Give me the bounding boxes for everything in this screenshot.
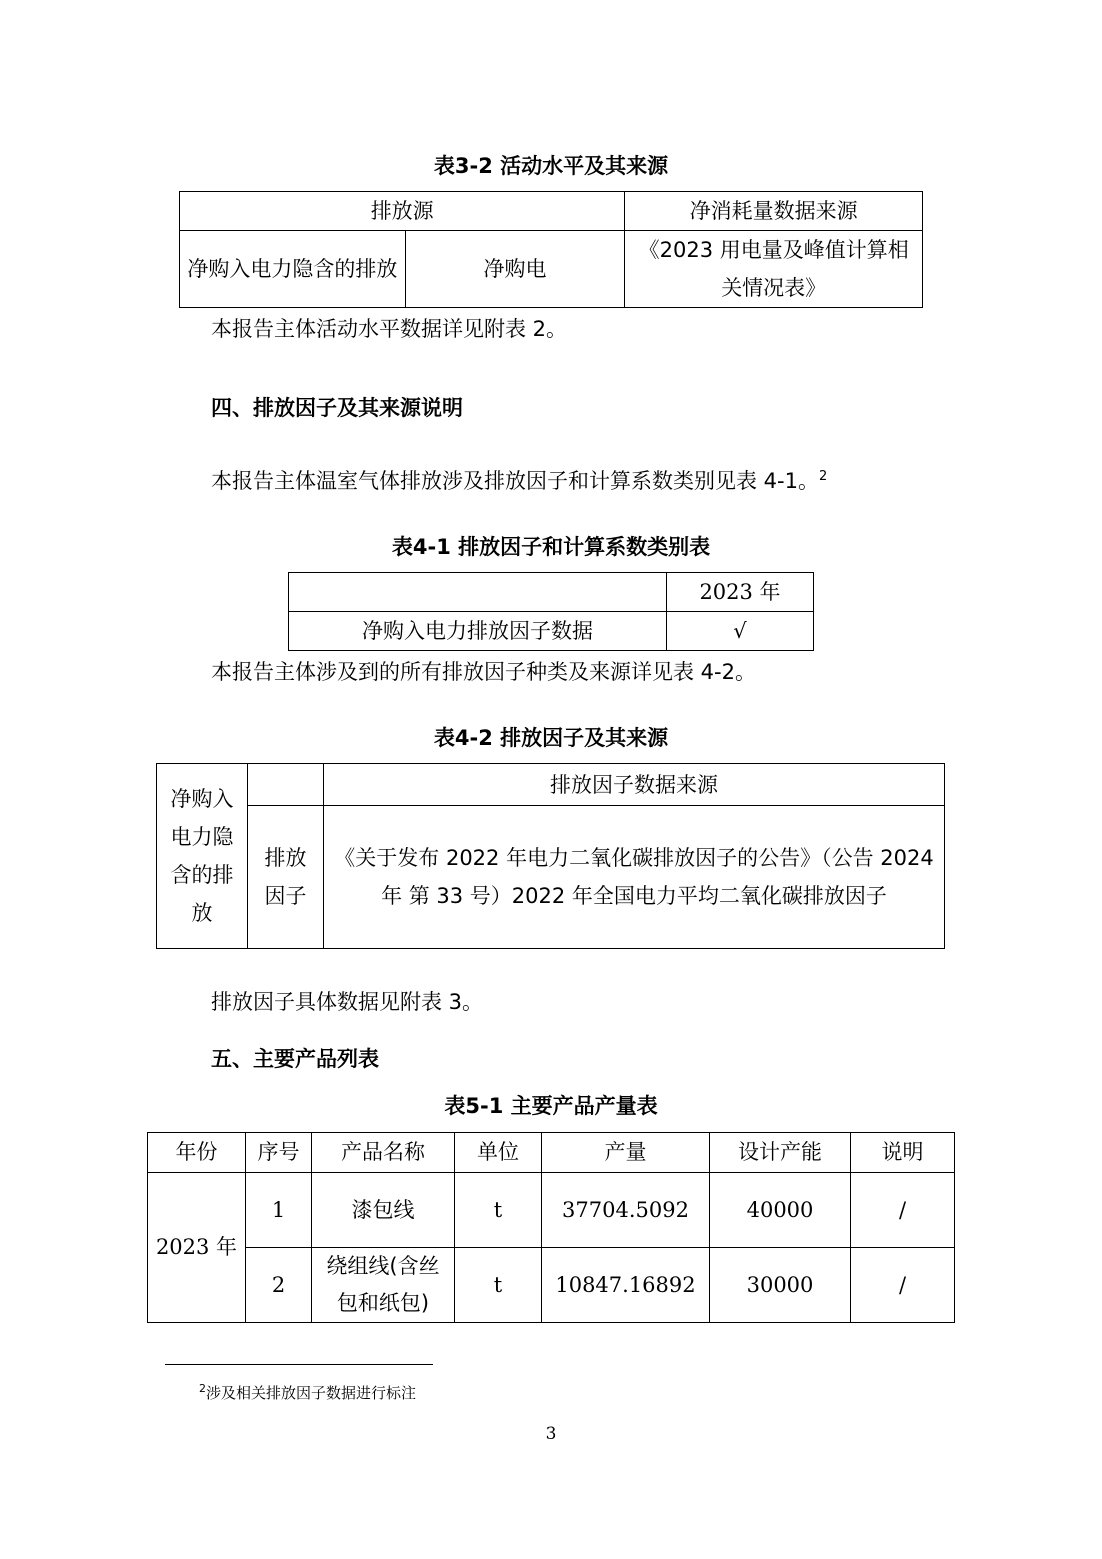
table-3-2-row-category: 净购入电力隐含的排放 [180,231,406,308]
table-3-2-header-source: 排放源 [180,192,625,231]
table-5-1-row2-output: 10847.16892 [542,1248,710,1323]
table-5-1-row2-unit: t [455,1248,542,1323]
table-4-1-header-empty [289,573,667,612]
table-4-1-row-label: 净购入电力排放因子数据 [289,612,667,651]
footnote-marker: 2 [818,469,828,484]
table-4-1-header-year: 2023 年 [667,573,814,612]
table-row [148,1173,955,1248]
table-5-1-row2-name: 绕组线(含丝包和纸包) [312,1248,455,1323]
table-4-1-caption: 表4-1 排放因子和计算系数类别表 [391,535,711,559]
table-5-1-header-year: 年份 [148,1133,246,1173]
table-5-1-header-note: 说明 [851,1133,955,1173]
table-4-2 [156,763,945,949]
table-5-1-row1-no: 1 [246,1173,312,1248]
table-3-2-header-data-source: 净消耗量数据来源 [625,192,923,231]
table-4-1 [288,572,814,651]
table-5-1-header-name: 产品名称 [312,1133,455,1173]
table-4-2-row-category: 净购入电力隐含的排放 [157,764,248,949]
footnote-divider [165,1364,433,1365]
table-4-2-header-empty [248,764,324,806]
table-5-1-row2-capacity: 30000 [710,1248,851,1323]
table-5-1-caption: 表5-1 主要产品产量表 [444,1094,658,1118]
table-5-1-row1-note: / [851,1173,955,1248]
table-5-1-row1-unit: t [455,1173,542,1248]
table-5-1-header-unit: 单位 [455,1133,542,1173]
table-4-2-row-item: 排放因子 [248,806,324,949]
table-5-1-header-output: 产量 [542,1133,710,1173]
table-5-1-row1-capacity: 40000 [710,1173,851,1248]
table-5-1-header-capacity: 设计产能 [710,1133,851,1173]
section4-heading: 四、排放因子及其来源说明 [211,396,463,420]
table-5-1-year: 2023 年 [148,1173,246,1323]
table-4-2-row-source: 《关于发布 2022 年电力二氧化碳排放因子的公告》（公告 2024 年 第 33 号）2022 年全国电力平均二氧化碳排放因子 [324,806,945,949]
paragraph-factor-intro [211,465,827,495]
footnote-text: 涉及相关排放因子数据进行标注 [206,1384,417,1402]
table-5-1-row2-no: 2 [246,1248,312,1323]
paragraph-factor-detail: 本报告主体涉及到的所有排放因子种类及来源详见表 4-2。 [211,660,756,684]
paragraph-factor-data: 排放因子具体数据见附表 3。 [211,990,484,1014]
table-3-2-row-source: 《2023 用电量及峰值计算相关情况表》 [625,231,923,308]
table-4-1-row-mark: √ [667,612,814,651]
section5-heading: 五、主要产品列表 [211,1047,379,1071]
page-number: 3 [545,1424,557,1444]
table-4-2-caption: 表4-2 排放因子及其来源 [433,726,669,750]
footnote-number: 2 [199,1382,206,1395]
table-5-1-row1-output: 37704.5092 [542,1173,710,1248]
paragraph-activity: 本报告主体活动水平数据详见附表 2。 [211,317,568,341]
table-row [148,1248,955,1323]
table-5-1-row1-name: 漆包线 [312,1173,455,1248]
paragraph-factor-intro-text: 本报告主体温室气体排放涉及排放因子和计算系数类别见表 4-1。 [211,469,819,493]
table-5-1-row2-note: / [851,1248,955,1323]
footnote [199,1382,416,1403]
table-3-2-row-item: 净购电 [405,231,625,308]
table-3-2 [179,191,923,308]
table-4-2-header-source: 排放因子数据来源 [324,764,945,806]
table-5-1-header-no: 序号 [246,1133,312,1173]
table-5-1 [147,1132,955,1323]
table-3-2-caption: 表3-2 活动水平及其来源 [433,154,669,178]
